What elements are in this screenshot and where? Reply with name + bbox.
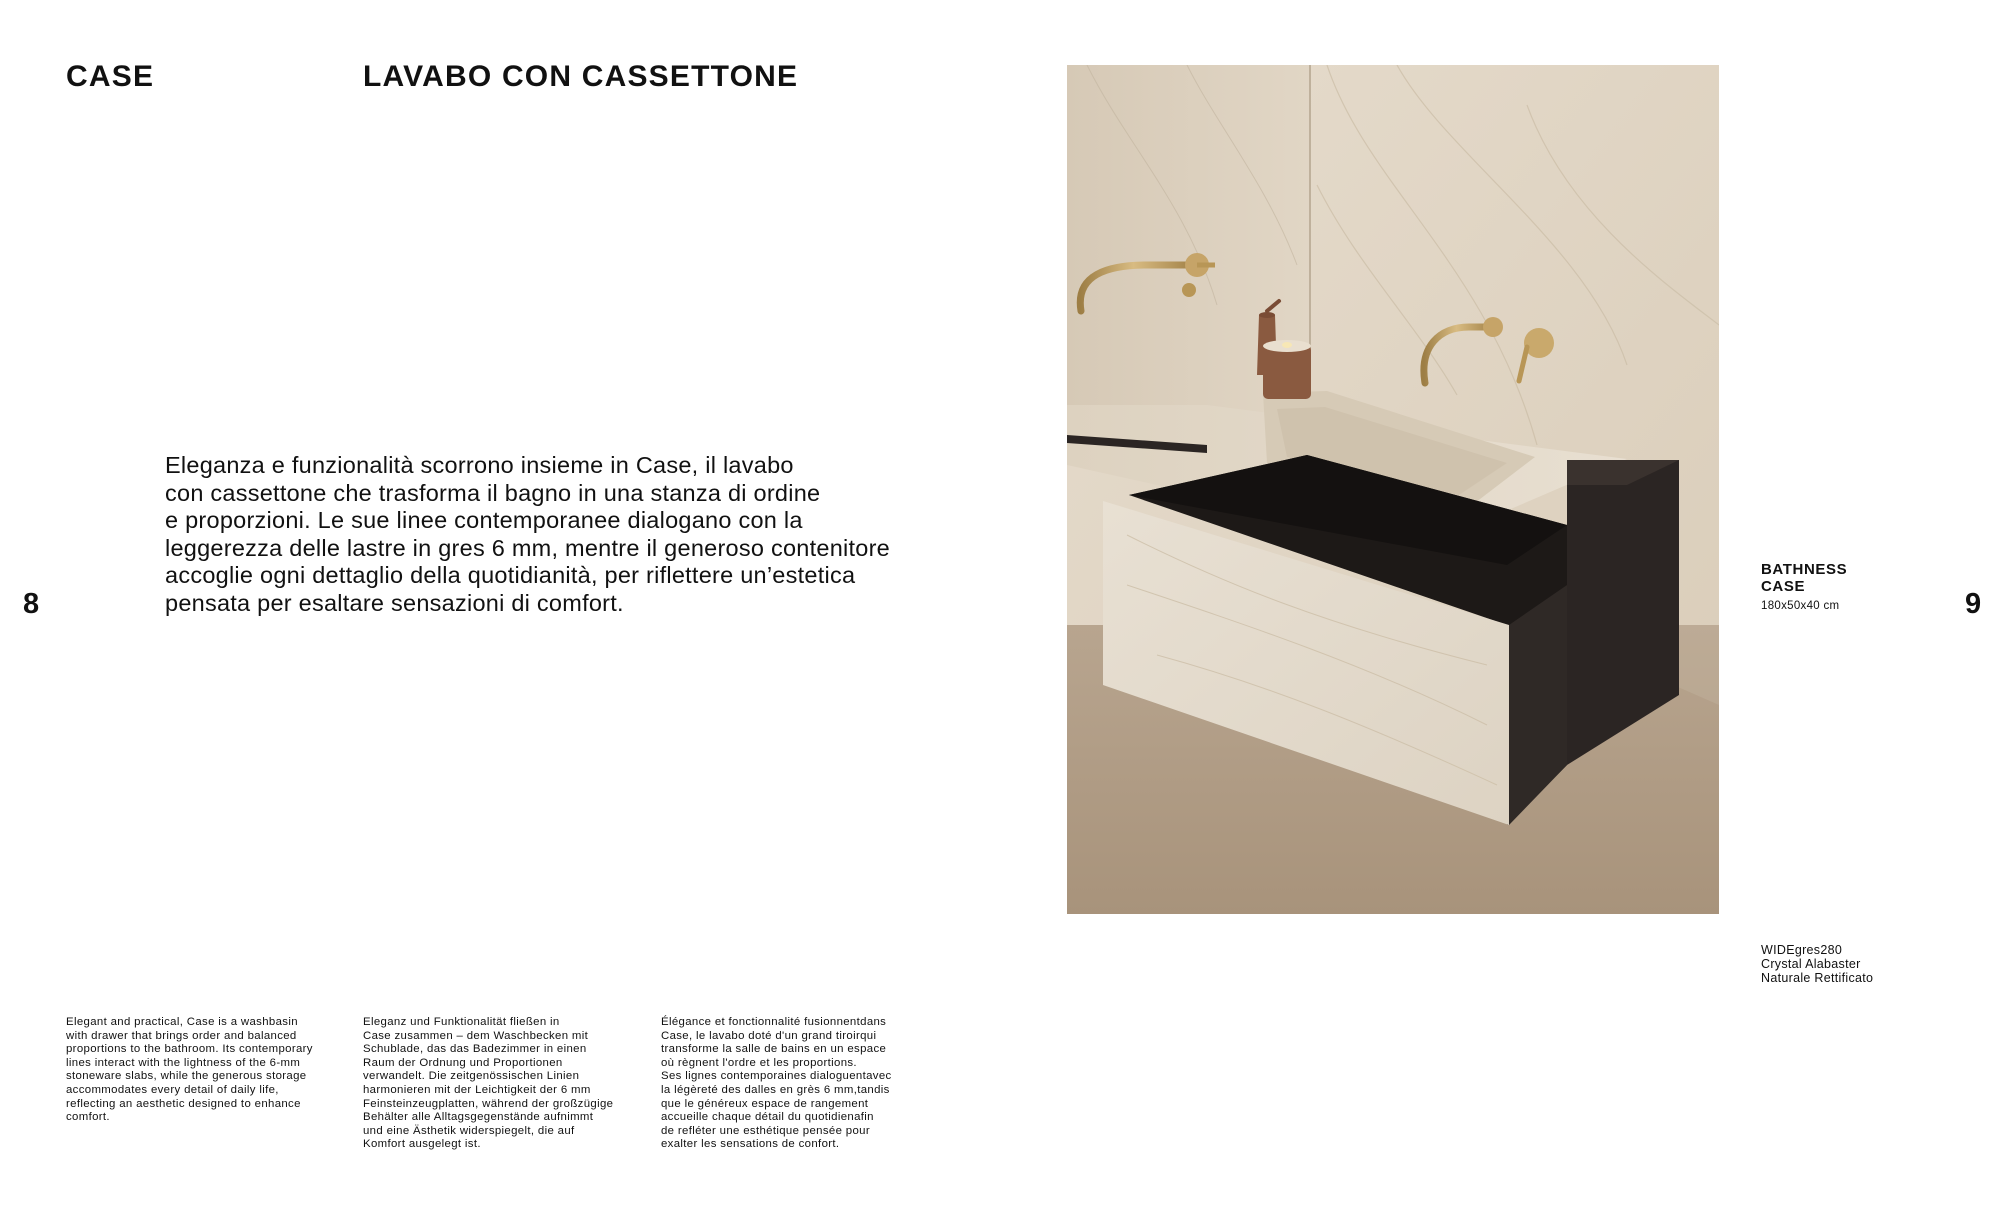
brand-title: CASE <box>66 60 155 93</box>
text-line: und eine Ästhetik widerspiegelt, die auf <box>363 1124 575 1137</box>
caption-title <box>1761 561 1847 595</box>
text-line: lines interact with the lightness of the 6-mm <box>66 1056 301 1069</box>
material-line: Crystal Alabaster <box>1761 956 1861 971</box>
text-line: Schublade, das das Badezimmer in einen <box>363 1043 587 1056</box>
text-line: où règnent l'ordre et les proportions. <box>661 1056 857 1069</box>
page-number-right: 9 <box>1965 588 1982 620</box>
text-line: stoneware slabs, while the generous storage <box>66 1070 307 1083</box>
text-line: reflecting an aesthetic designed to enhance <box>66 1097 301 1110</box>
text-line: Eleganz und Funktionalität fließen in <box>363 1016 560 1028</box>
text-line: Élégance et fonctionnalité fusionnentdans <box>661 1016 887 1028</box>
text-column-fr <box>661 1016 892 1152</box>
text-line: que le généreux espace de rangement <box>661 1097 869 1110</box>
material-info <box>1761 944 1873 985</box>
text-line: with drawer that brings order and balanced <box>66 1029 297 1042</box>
intro-line: Eleganza e funzionalità scorrono insieme in Case, il lavabo <box>165 452 794 478</box>
text-line: Case, le lavabo doté d'un grand tiroirqui <box>661 1029 877 1042</box>
text-column-en <box>66 1016 313 1125</box>
text-line: Feinsteinzeugplatten, während der großzügige <box>363 1097 614 1110</box>
text-line: Behälter alle Alltagsgegenstände aufnimmt <box>363 1111 594 1124</box>
section-title: LAVABO CON CASSETTONE <box>363 60 799 93</box>
intro-line: con cassettone che trasforma il bagno in una stanza di ordine <box>165 479 821 506</box>
text-line: accommodates every detail of daily life, <box>66 1083 279 1096</box>
text-column-de <box>363 1016 613 1152</box>
caption-dimensions: 180x50x40 cm <box>1761 600 1840 612</box>
text-line: Elegant and practical, Case is a washbasin <box>66 1016 298 1028</box>
washbasin-illustration <box>1067 65 1719 914</box>
text-line: de refléter une esthétique pensée pour <box>661 1124 870 1137</box>
intro-line: leggerezza delle lastre in gres 6 mm, mentre il generoso contenitore <box>165 534 890 561</box>
page-number-left: 8 <box>23 588 40 620</box>
text-line: exalter les sensations de confort. <box>661 1138 840 1151</box>
text-line: comfort. <box>66 1111 110 1124</box>
intro-line: accoglie ogni dettaglio della quotidianità, per riflettere un’estetica <box>165 562 856 588</box>
text-line: Komfort ausgelegt ist. <box>363 1138 481 1151</box>
text-line: proportions to the bathroom. Its contemporary <box>66 1043 313 1056</box>
text-line: la légèreté des dalles en grès 6 mm,tandis <box>661 1083 890 1096</box>
caption-title-line: CASE <box>1761 578 1806 595</box>
text-line: harmonieren mit der Leichtigkeit der 6 mm <box>363 1083 591 1096</box>
intro-line: pensata per esaltare sensazioni di comfort. <box>165 589 624 616</box>
intro-paragraph-it <box>165 452 890 617</box>
text-line: Case zusammen – dem Waschbecken mit <box>363 1029 589 1042</box>
text-line: Raum der Ordnung und Proportionen <box>363 1056 563 1069</box>
product-photo <box>1067 65 1719 914</box>
text-line: transforme la salle de bains en un espace <box>661 1043 887 1056</box>
material-line: WIDEgres280 <box>1761 943 1843 957</box>
text-line: verwandelt. Die zeitgenössischen Linien <box>363 1070 580 1083</box>
text-line: accueille chaque détail du quotidienafin <box>661 1111 874 1124</box>
intro-line: e proporzioni. Le sue linee contemporanee dialogano con la <box>165 507 803 533</box>
text-line: Ses lignes contemporaines dialoguentavec <box>661 1070 892 1083</box>
material-line: Naturale Rettificato <box>1761 970 1874 985</box>
product-caption <box>1761 561 1847 613</box>
caption-title-line: BATHNESS <box>1761 561 1848 578</box>
